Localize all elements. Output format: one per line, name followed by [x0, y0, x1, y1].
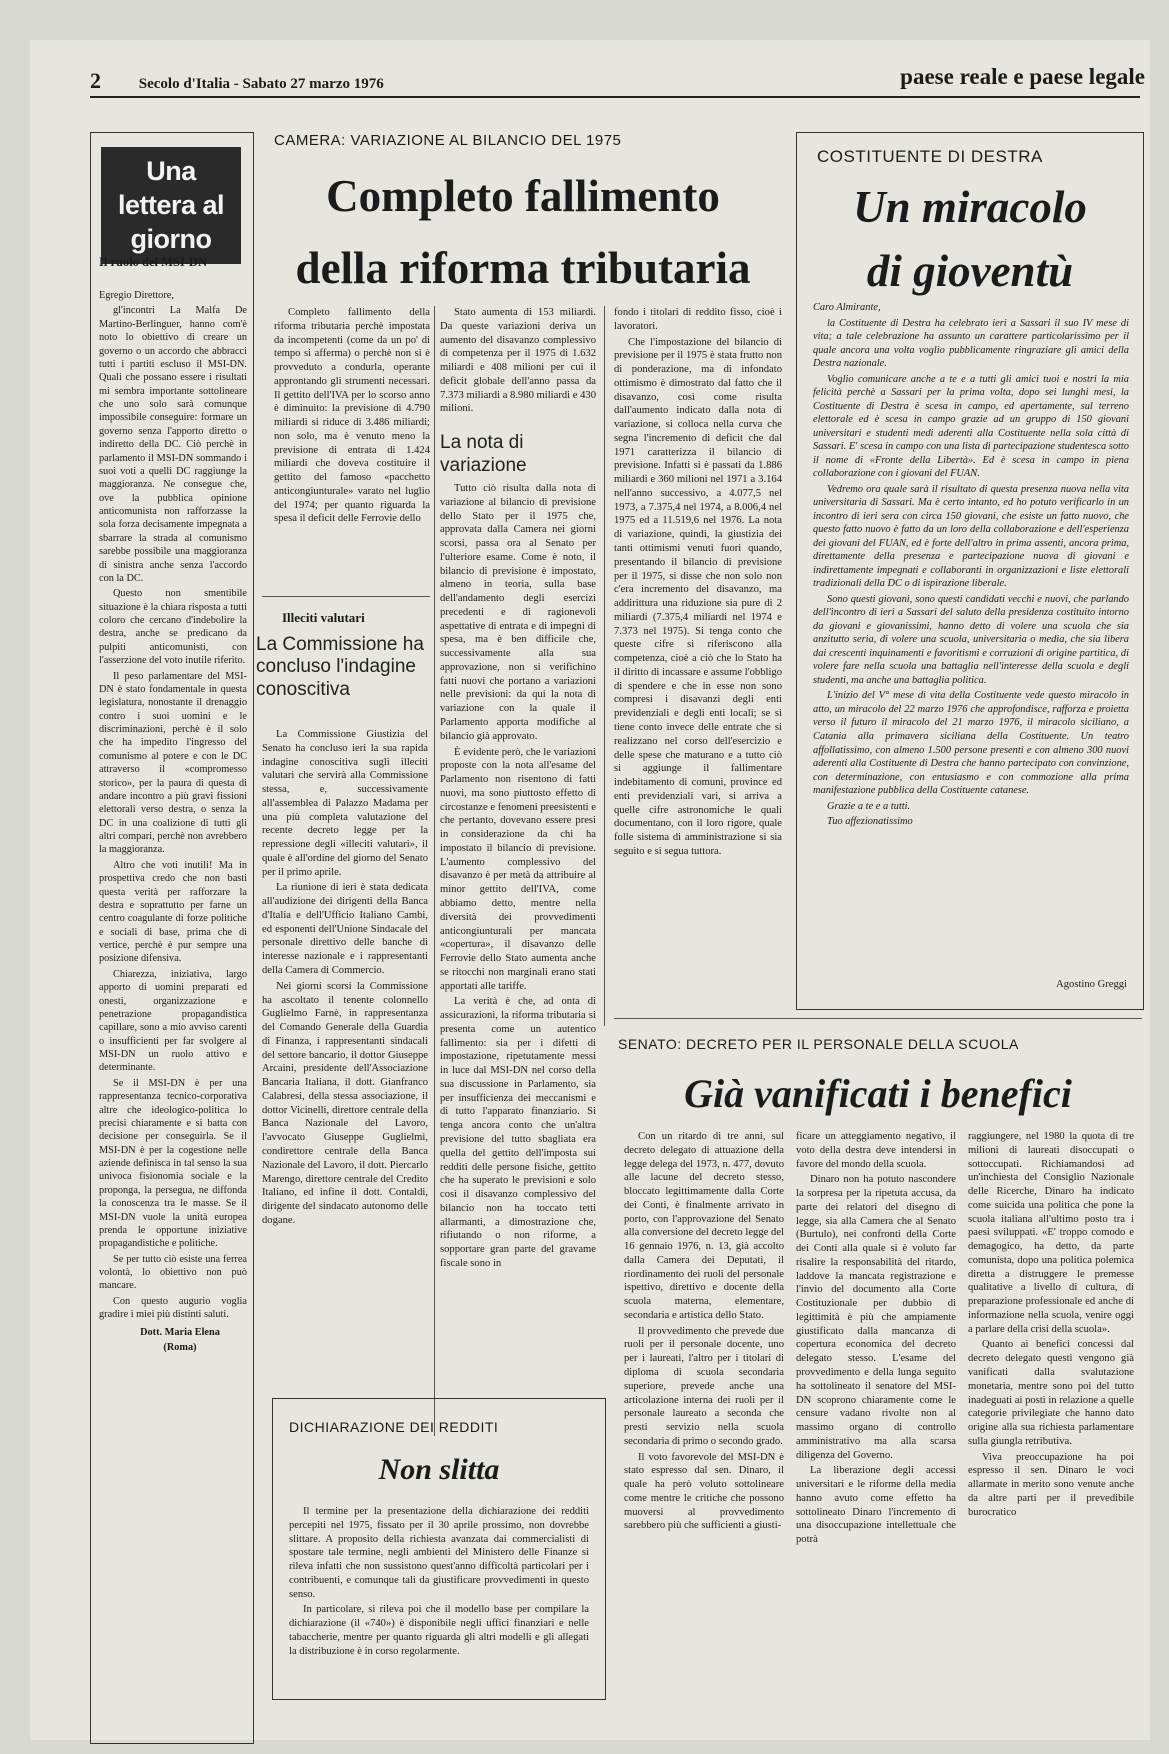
main-col-2-top [440, 306, 596, 430]
letter-paragraph: gl'incontri La Malfa De Martino-Berlinguer, hanno com'è noto lo obiettivo di creare un governo o un accordo che abbracci tutti i partiti escluso il MSI-DN. Quali che possano essere i risultati mi sembra importante sottolineare che uno solo sarà comunque impossibile conseguire: formare un governo senza l'apporto diretto o indiretto della DC. Ciò perchè in parlamento il MSI-DN sommando i suoi voti a quelli DC raggiunge la maggioranza. Ne consegue che, ove la pubblica opinione anticomunista non rafforzasse la sola forza decisamente impegnata a sbarrare la strada al comunismo sarebbe possibile una maggioranza di sinistra anche senza l'accordo con la DC. [99, 305, 247, 584]
valutari-kicker: Illeciti valutari [282, 610, 365, 625]
costituente-signature: Agostino Greggi [1056, 979, 1127, 990]
column-rule [434, 306, 435, 1436]
main-paragraph: fondo i titolari di reddito fisso, cioè i lavoratori. [614, 307, 782, 332]
redditi-body [289, 1505, 589, 1691]
senato-headline: Già vanificati i benefici [684, 1071, 1072, 1116]
senato-paragraph: Viva preoccupazione ha poi espresso il sen. Dinaro le voci allarmate in merito sono venute anche da altre parti per il prevedibile burocratico [968, 1451, 1134, 1518]
main-paragraph: Completo fallimento della riforma tributaria perchè impostata da incompetenti (come da un po' di tempo si afferma) o perchè non si è provveduto a condurla, operante approntando gli strumenti necessari. Il gettito dell'IVA per lo scorso anno è diminuito: la previsione di 4.790 miliardi si riduce di 3.486 miliardi; non solo, ma è venuto meno la previsione di entrata di 1.424 miliardi che doveva costituire il gettito del famoso «pacchetto anticongiunturale» varato nel luglio del 1974; per quanto riguarda la spesa il deficit delle Ferrovie dello [274, 307, 430, 525]
letter-paragraph: Se il MSI-DN è per una rappresentanza tecnico-corporativa altre che ideologico-politica lo precisi chiaramente e si batta con decisione per conseguirla. Se il MSI-DN è per la cogestione nelle aziende definisca in tal senso la sua univoca fisionomia sociale e la proponga, la persegua, ne diffonda la conoscenza tra le masse. Se il MSI-DN vuole la unità europea prenda le opportune iniziative propagandistiche e politiche. [99, 1077, 247, 1250]
letter-city: (Roma) [163, 1341, 197, 1353]
valutari-headline: La Commissione ha concluso l'indagine conoscitiva [256, 634, 424, 700]
redditi-headline: Non slitta [378, 1453, 500, 1486]
costituente-headline-1: Un miracolo [853, 182, 1087, 232]
valutari-body [262, 728, 428, 1378]
costituente-salutation: Caro Almirante, [813, 302, 881, 313]
main-col-1 [274, 306, 430, 588]
letter-paragraph: Questo non smentibile situazione è la chiara risposta a tutti coloro che cercano d'indebolire la destra, anche se predicano da pulpiti anticomunisti, con l'asserzione del voto inutile riferito. [99, 588, 247, 667]
main-paragraph: Che l'impostazione del bilancio di previsione per il 1975 è stata frutto non di ponderazione, ma di infondato ottimismo è dimostrato dal fatto che il disavanzo, così come risulta dall'aumento indicato dalla nota di variazione, si colloca nella curva che segna l'incremento di deficit che dal 1971 caratterizza il bilancio di previsione. Infatti si è passati da 1.886 miliardi e 360 milioni nel 1971 a 3.164 nell'anno successivo, a 4.077,5 nel 1973, a 7.375,4 nel 1974, a 8.006,4 nel 1975 ed a 11.519,6 nel 1976. La nota di variazione, quindi, la giustizia dei tanti ottimismi venuti fuori quando, presentando il bilancio di previsione per il 1975, si disse che non solo non c'era incremento del disavanzo, ma addirittura una riduzione sia pure di 2 miliardi (7.375,4 miliardi nel 1974 e 7.373 nel 1975). Si tenga conto che queste cifre si riferiscono alla competenza, cioè a ciò che lo Stato ha il diritto di incassare e assume l'obbligo di spendere e che in esse non sono compresi i disavanzi degli enti previdenziali e degli enti locali; se si tiene conto invece delle entrate che si realizzano nel corso dell'esercizio e delle spese che maturano e a tutto ciò si aggiunge il fallimentare indebitamento di comuni, province ed enti previdenziali vari, si arriva a quelle cifre astronomiche le quali documentano, con il loro rigore, quale folle sistema di amministrazione si sia seguito e si segua tuttora. [614, 336, 782, 857]
letter-salutation: Egregio Direttore, [99, 290, 174, 301]
main-headline-1: Completo fallimento [326, 171, 720, 221]
costituente-paragraph: Voglio comunicare anche a te e a tutti gli amici tuoi e nostri la mia felicità perchè a Sassari per la prima volta, dopo sei lunghi mesi, la Costituente di Destra è scesa in campo, ed apertamente, sul terreno elettorale ed è scesa in campo grazie ad un gruppo di 150 giovani universitari e studenti medi aderenti alla Costituente nella sola città di Sassari. E' scesa in campo con una lista di partecipazione studentesca sotto il nome di «Fronte della Libertà». Ed è scesa in campo in piena collaborazione con i giovani del FUAN. [813, 373, 1129, 480]
senato-paragraph: Il voto favorevole del MSI-DN è stato espresso dal sen. Dinaro, il quale ha però voluto sottolineare come mentre le critiche che possono muoversi al provvedimento sarebbero più che sufficienti a giusti- [624, 1451, 784, 1532]
letter-signature: Dott. Maria Elena [140, 1326, 220, 1338]
senato-kicker: SENATO: DECRETO PER IL PERSONALE DELLA SCUOLA [618, 1036, 1019, 1052]
redditi-paragraph: Il termine per la presentazione della dichiarazione dei redditi percepiti nel 1975, fissato per il 30 aprile prossimo, non dovrebbe slittare. A proposito della richiesta avanzata dai commercialisti di spostare tale termine, negli ambienti del Ministero delle Finanze si rileva infatti che non sussistono quest'anno difficoltà particolari per i contribuenti, e comunque tali da giustificare provvedimenti in questo senso. [289, 1506, 589, 1600]
main-paragraph: La verità è che, ad onta di assicurazioni, la riforma tributaria si presenta come un autentico fallimento: sia per i difetti di impostazione, ripetutamente messi in luce dal MSI-DN nel corso della sua discussione in Parlamento, sia per insufficienza dei meccanismi e di tutto l'apparato finanziario. Si tenga ancora conto che un'altra previsione del tutto sbagliata era quella del gettito dell'imposta sui redditi delle persone fisiche, gettito che ha superato le previsioni e solo così il disavanzo complessivo del bilancio non ha toccato tetti allarmanti, a dimostrazione che, rifiutando o non riforme, a sopportare gran parte del gravame fiscale sono in [440, 996, 596, 1269]
senato-paragraph: ficare un atteggiamento negativo, il voto della destra deve intendersi in favore del mondo della scuola. [796, 1131, 956, 1170]
letter-paragraph: Se per tutto ciò esiste una ferrea volontà, lo obiettivo non può mancare. [99, 1253, 247, 1292]
main-col-2 [440, 482, 596, 1442]
senato-col-2 [796, 1130, 956, 1744]
valutari-paragraph: La riunione di ieri è stata dedicata all'audizione dei dirigenti della Banca d'Italia e dell'Ufficio Italiano Cambi, ed esponenti dell'Unione Sindacale del personale direttivo delle banche di interesse nazionale e i rappresentanti della Camera di Commercio. [262, 882, 428, 977]
senato-paragraph: Quanto ai benefici concessi dal decreto delegato questi vengono già vanificati dalla svalutazione monetaria, mentre sono poi del tutto inadeguati ai posti in relazione a quelle categorie privilegiate che hanno dato origine alla sua richiesta parlamentare sulla giungla retributiva. [968, 1339, 1134, 1447]
senato-paragraph: Dinaro non ha potuto nascondere la sorpresa per la ripetuta accusa, da parte dei relatori del disegno di legge, sia alla Camera che al Senato (Burtulo), nei confronti della Corte dei Conti alla quale si è voluto far risalire la responsabilità del ritardo, laddove la mancata registrazione e l'invio del documento alla Corte Costituzionale per dubbio di legittimità è più che ampiamente giustificato dalla mancanza di copertura economica del decreto delegato stesso. L'esame del provvedimento e della lunga seguito ha sottolineato il senatore del MSI-DN scoprono chiaramente come le censure vadano rivolte non al massimo organo di controllo amministrativo ma alla scarsa diligenza del Governo. [796, 1174, 956, 1461]
letter-badge: Una lettera al giorno [101, 147, 241, 264]
letter-body [99, 289, 247, 1729]
valutari-paragraph: La Commissione Giustizia del Senato ha concluso ieri la sua rapida indagine conoscitiva sugli illeciti valutari che servirà alla Commissione stessa, e, successivamente all'assemblea di Palazzo Madama per una più completa valutazione del recente decreto legge per la repressione degli «illeciti valutari», il quale è all'ordine del giorno del Senato per il primo aprile. [262, 729, 428, 878]
main-paragraph: È evidente però, che le variazioni proposte con la nota all'esame del Parlamento non risentono di fatti nuovi, ma sono piuttosto effetto di circostanze e fenomeni preesistenti e che pertanto, dovevano essere presi in considerazione da chi ha impostato il bilancio di previsione. L'aumento complessivo del disavanzo è per metà da attribuire al minor gettito dell'IVA, come abbiamo detto, mentre nella diversità dei provvedimenti anticongiunturali per mancata «copertura», il disavanzo delle Ferrovie dello Stato aumenta anche se ritocchi non marginali erano stati apportati alle tariffe. [440, 746, 596, 992]
senato-col-3 [968, 1130, 1134, 1744]
costituente-paragraph: Tuo affezionatissimo [827, 816, 913, 828]
main-paragraph: Stato aumenta di 153 miliardi. Da queste variazioni deriva un aumento del disavanzo complessivo di competenza per il 1975 di 1.632 miliardi e 408 milioni per cui il deficit globale dell'anno passa da 7.373 miliardi a 8.980 miliardi e 430 milioni. [440, 307, 596, 415]
section-rule [262, 596, 430, 597]
redditi-box [272, 1398, 606, 1700]
valutari-paragraph: Nei giorni scorsi la Commissione ha ascoltato il tenente colonnello Guglielmo Farnè, in rappresentanza del Comando Generale della Guardia di Finanza, i rappresentanti sindacali del settore bancario, il dottor Giuseppe Arcaini, presidente dell'Associazione Bancaria Italiana, il dott. Gianfranco Calabresi, della stessa associazione, il dottor Vicinelli, direttore centrale della Banca Nazionale del Lavoro, l'avvocato Giuseppe Guglielmi, condirettore centrale della Banca Nazionale del Lavoro, il dott. Piercarlo Marengo, direttore centrale del Credito Italiano, ed infine il dott. Contaldi, dirigente del sindacato autonomo delle dogane. [262, 980, 428, 1226]
main-headline-2: della riforma tributaria [295, 243, 751, 293]
main-paragraph: Tutto ciò risulta dalla nota di variazione al bilancio di previsione dello Stato per il 1975 che, approvata dalla Camera nei giorni scorsi, passa ora al Senato per l'ulteriore esame. Come è noto, il bilancio di previsione è impostato, almeno in teoria, sulla base dell'andamento degli esercizi precedenti e di ragionevoli aspettative di entrata e di impegni di spesa, ma è ben difficile che, successivamente alla sua approvazione, non si verifichino fatti nuovi che portano a variazioni nelle previsioni: da qui la nota di variazione con la quale il Parlamento apporta modifiche al bilancio già approvato. [440, 483, 596, 742]
costituente-paragraph: L'inizio del V° mese di vita della Costituente vede questo miracolo in atto, un miracolo del 22 marzo 1976 che approfondisce, rafforza e proietta verso il futuro il miracolo del 21 marzo 1976, il miracolo siciliano, a Catania alla primavera siciliana della Costituente. Un teatro affollatissimo, con almeno 1.500 persone presenti e con almeno 300 nuovi aderenti alla Costituente di Destra che hanno partecipato con convinzione, con determinazione, con entusiasmo e con commozione alla prima manifestazione pubblica della Costituente catanese. [813, 690, 1129, 797]
costituente-paragraph: Vedremo ora quale sarà il risultato di questa presenza nuova nella vita universitaria di Sassari. Ma è certo intanto, ed ho potuto verificarlo in un incontro di ieri sera con circa 150 giovani, che esiste un fatto nuovo, che questo fatto nuovo è fatto da un loro della collaborazione e dell'esperienza dei giovani del FUAN, ed è forte dell'altro in prima assenti, ancora prima, direttamente della presenza e partecipazione nuova di giovani e indirettamente impegnati e collaboranti in organizzazioni e liste elettorali tradizionali della DC o di ispirazione liberale. [813, 483, 1129, 590]
senato-paragraph: Il provvedimento che prevede due ruoli per il personale docente, uno per i laureati, l'altro per i titolari di diploma di scuola secondaria superiore, prevede anche una articolazione interna dei ruoli per il personale laureato a seconda che presti servizio nella scuola secondaria di primo o secondo grado. [624, 1325, 784, 1447]
letter-paragraph: Chiarezza, iniziativa, largo apporto di uomini preparati ed onesti, organizzazione e penetrazione propagandistica capillare, sono a mio avviso carenti o insufficienti per far svolgere al MSI-DN un ruolo attivo e determinante. [99, 968, 247, 1074]
costituente-kicker: COSTITUENTE DI DESTRA [817, 147, 1043, 166]
letter-paragraph: Altro che voti inutili! Ma in prospettiva credo che non basti questa verità per rafforzare la destra e soprattutto per farne un centro coagulante di forze politiche e sociali di base, prima che di vertice, perchè è pur sempre una posizione difensiva. [99, 859, 247, 965]
senato-col-1 [624, 1130, 784, 1744]
section-title: paese reale e paese legale [900, 64, 1145, 89]
masthead-date: Secolo d'Italia - Sabato 27 marzo 1976 [138, 76, 384, 92]
letter-paragraph: Con questo augurio voglia gradire i miei più distinti saluti. [99, 1295, 247, 1321]
main-kicker: CAMERA: VARIAZIONE AL BILANCIO DEL 1975 [274, 132, 622, 149]
column-rule [604, 306, 605, 1026]
costituente-paragraph: Sono questi giovani, sono questi candidati vecchi e nuovi, che parlando dell'incontro di ieri a Sassari del saluto della presidenza costituito intorno da giovani e giovanissimi, hanno detto di volere una scuola che sia anzitutto seria, di volere una scuola, universitaria o media, che sia libera dai crescenti inquinamenti e favoritismi e corruzioni di origine partitica, di volere fare nella scuola una battaglia nell'interesse della scuola e degli studenti, ma anche una battaglia politica. [813, 593, 1129, 686]
costituente-body [813, 301, 1129, 971]
letter-title: Il ruolo del MSI-DN [99, 255, 207, 269]
redditi-paragraph: In particolare, si rileva poi che il modello base per compilare la dichiarazione (il «740») è disponibile negli uffici finanziari e nelle tabaccherie, mentre per quanto riguarda gli altri modelli e gli allegati la distribuzione è in corso regolarmente. [289, 1604, 589, 1657]
costituente-box [796, 132, 1144, 1010]
header-rule [90, 96, 1140, 98]
senato-paragraph: raggiungere, nel 1980 la quota di tre milioni di laureati disoccupati o sottoccupati. Richiamandosi ad un'inchiesta del Consiglio Nazionale delle Ricerche, Dinaro ha indicato come suicida una politica che pone la scuola italiana all'ultimo posto tra i paesi sviluppati. «E' troppo comodo e demagogico, ha detto, da parte comunista, dopo una politica polemica diretta a distruggere le premesse qualitative a livello di cultura, di preparazione professionale ed anche di informazione nella scuola, venire oggi a parlare della crisi della scuola». [968, 1131, 1134, 1335]
senato-paragraph: La liberazione degli accessi universitari e le riforme della media hanno avuto come effetto ha sottolineato Dinaro l'incremento di una disoccupazione intellettuale che potrà [796, 1465, 956, 1546]
masthead [90, 68, 384, 94]
main-subhead: La nota di variazione [440, 432, 527, 476]
letter-paragraph: Il peso parlamentare del MSI-DN è stato fondamentale in questa legislatura, nonostante il drenaggio contro i suoi uomini e le discriminazioni, perchè è il solo che ha impedito l'ingresso del comunismo al potere e con le DC attraverso il «compromesso storico», per la paura di questa di andare incontro a più gravi fissioni elettorali verso destra, o senza la DC in una coalizione di tutti gli altri compari, perchè non avrebbero la maggioranza. [99, 670, 247, 856]
senato-paragraph: Con un ritardo di tre anni, sul decreto delegato di attuazione della legge delega del 1973, n. 477, dovuto alle lacune del decreto stesso, bloccato legittimamente dalla Corte dei Conti, è finalmente arrivato in porto, con l'approvazione del Senato alla conversione del decreto legge del 16 gennaio 1976, n. 13, già accolto dalla Camera dei Deputati, il riordinamento dei ruoli del personale ispettivo, direttivo e docente della scuola materna, elementare, secondaria e artistica dello Stato. [624, 1131, 784, 1321]
costituente-headline-2: di gioventù [866, 246, 1074, 296]
section-rule [614, 1018, 1142, 1019]
page-number: 2 [90, 68, 101, 93]
letter-box [90, 132, 254, 1744]
redditi-kicker: DICHIARAZIONE DEI REDDITI [289, 1419, 499, 1435]
costituente-paragraph: Grazie a te e a tutti. [827, 800, 911, 812]
costituente-paragraph: la Costituente di Destra ha celebrato ieri a Sassari il suo IV mese di vita; a tale celebrazione ha assunto un carattere particolarissimo per il quale ancora una volta voglio pubblicamente ringraziare gli amici della Destra nazionale. [813, 317, 1129, 370]
main-col-3 [614, 306, 782, 996]
